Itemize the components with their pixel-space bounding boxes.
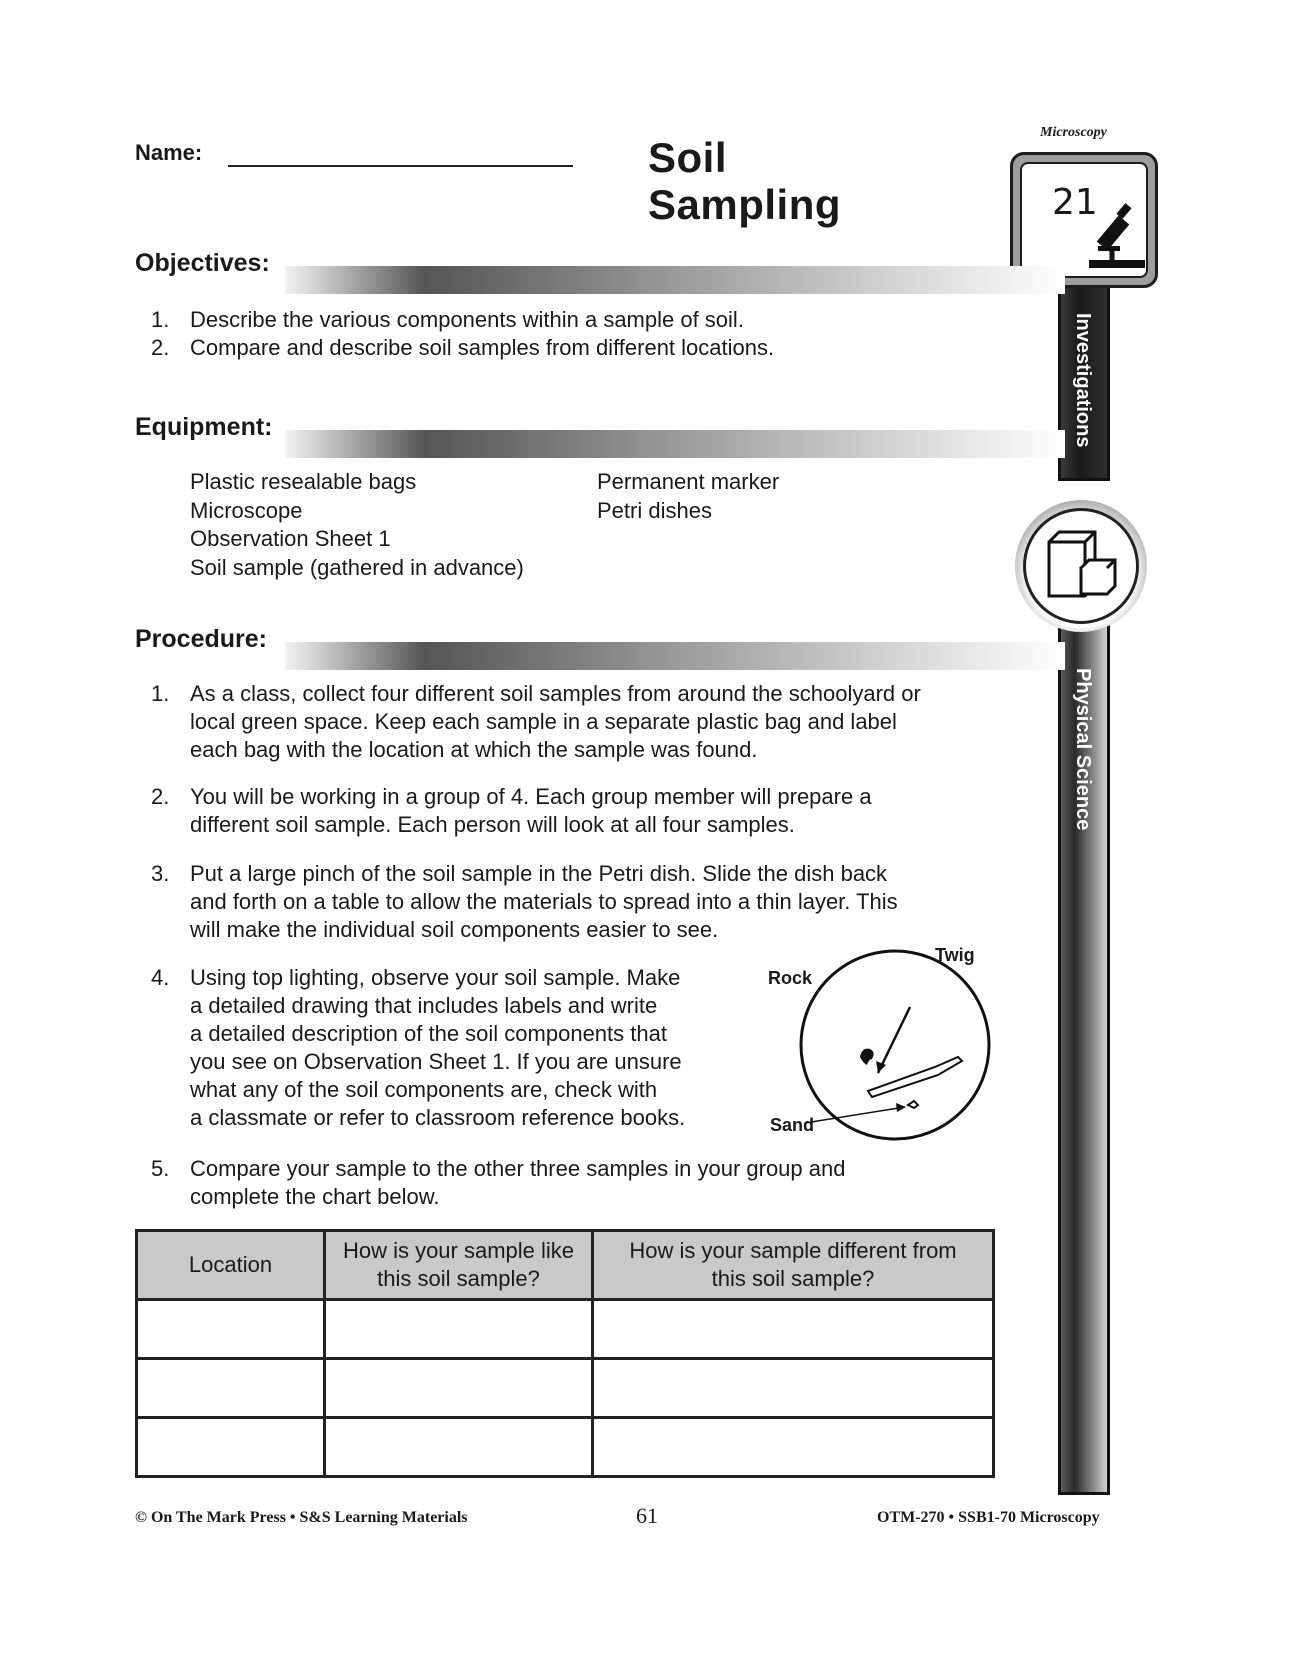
section-bar [285, 266, 1065, 294]
title-line-2: Sampling [648, 181, 842, 228]
procedure-step-4: 4. Using top lighting, observe your soil sample. Make a detailed drawing that includes labels and write a detailed description of the soil components that you see on Observation Sheet 1. If you are unsure what any of the soil components are, check with a classmate or refer to classroom reference books. [151, 965, 686, 1130]
table-cell[interactable] [593, 1359, 994, 1418]
cube-icon [1045, 528, 1121, 604]
sidebar-strip-upper [1058, 270, 1110, 481]
table-row [137, 1418, 994, 1477]
table-cell[interactable] [137, 1300, 325, 1359]
objectives-header [135, 248, 935, 284]
petri-dish-drawing [760, 935, 1000, 1145]
list-item: Petri dishes [597, 497, 712, 523]
sidebar-strip-lower [1058, 605, 1110, 1495]
equipment-heading: Equipment: [135, 412, 277, 442]
list-item: Soil sample (gathered in advance) [190, 554, 524, 580]
procedure-header [135, 624, 935, 660]
procedure-step-3: 3. Put a large pinch of the soil sample in the Petri dish. Slide the dish back and forth on a table to allow the materials to spread into a thin layer. This will make the individual soil components easier to see. [151, 861, 898, 942]
list-item: 1. Describe the various components within a sample of soil. [151, 307, 744, 332]
column-header-different: How is your sample different from this soil sample? [593, 1231, 994, 1300]
strip-label-physical-science: Physical Science [1072, 668, 1094, 831]
list-item: Microscope [190, 497, 303, 523]
strip-label-investigations: Investigations [1072, 313, 1094, 448]
sand-label: Sand [770, 1115, 815, 1135]
objectives-heading: Objectives: [135, 248, 274, 278]
footer-publisher: © On The Mark Press • S&S Learning Materials [135, 1509, 468, 1526]
list-item: Plastic resealable bags [190, 469, 417, 494]
twig-label: Twig [935, 945, 975, 965]
table-cell[interactable] [593, 1418, 994, 1477]
objectives-list [135, 306, 975, 362]
equipment-list-left [190, 468, 524, 582]
table-row [137, 1300, 994, 1359]
table-cell[interactable] [137, 1359, 325, 1418]
table-row [137, 1359, 994, 1418]
table-header-row [137, 1231, 994, 1300]
name-label: Name: [135, 140, 203, 165]
microscope-icon [1084, 202, 1150, 272]
table-cell[interactable] [325, 1300, 593, 1359]
equipment-header [135, 412, 935, 448]
procedure-step-1: 1. As a class, collect four different soil samples from around the schoolyard or local green space. Keep each sample in a separate plastic bag and label each bag with the location at which the sample was found. [151, 681, 921, 762]
table-cell[interactable] [325, 1359, 593, 1418]
list-item: Permanent marker [597, 469, 780, 494]
column-header-like: How is your sample like this soil sample? [325, 1231, 593, 1300]
title-line-1: Soil [648, 134, 728, 181]
table-cell[interactable] [593, 1300, 994, 1359]
footer-product-code: OTM-270 • SSB1-70 Microscopy [877, 1509, 1100, 1526]
equipment-list-right [597, 468, 779, 525]
page-title [648, 134, 841, 228]
procedure-step-5: 5. Compare your sample to the other three samples in your group and complete the chart below. [151, 1156, 846, 1209]
column-header-location: Location [137, 1231, 325, 1300]
procedure-heading: Procedure: [135, 624, 271, 654]
section-bar [285, 430, 1065, 458]
soil-sample-diagram [760, 935, 1000, 1145]
lesson-number: 21 [1052, 182, 1098, 223]
section-bar [285, 642, 1065, 670]
table-cell[interactable] [325, 1418, 593, 1477]
name-line[interactable] [228, 165, 573, 167]
comparison-table [135, 1229, 995, 1478]
shape-badge [1015, 500, 1147, 632]
list-item: 2. Compare and describe soil samples from different locations. [151, 335, 775, 360]
page-number: 61 [636, 1503, 658, 1528]
table-cell[interactable] [137, 1418, 325, 1477]
rock-label: Rock [768, 968, 813, 988]
category-label: Microscopy [1040, 125, 1107, 140]
procedure-step-2: 2. You will be working in a group of 4. Each group member will prepare a different soil sample. Each person will look at all four samples. [151, 784, 872, 837]
list-item: Observation Sheet 1 [190, 526, 391, 551]
